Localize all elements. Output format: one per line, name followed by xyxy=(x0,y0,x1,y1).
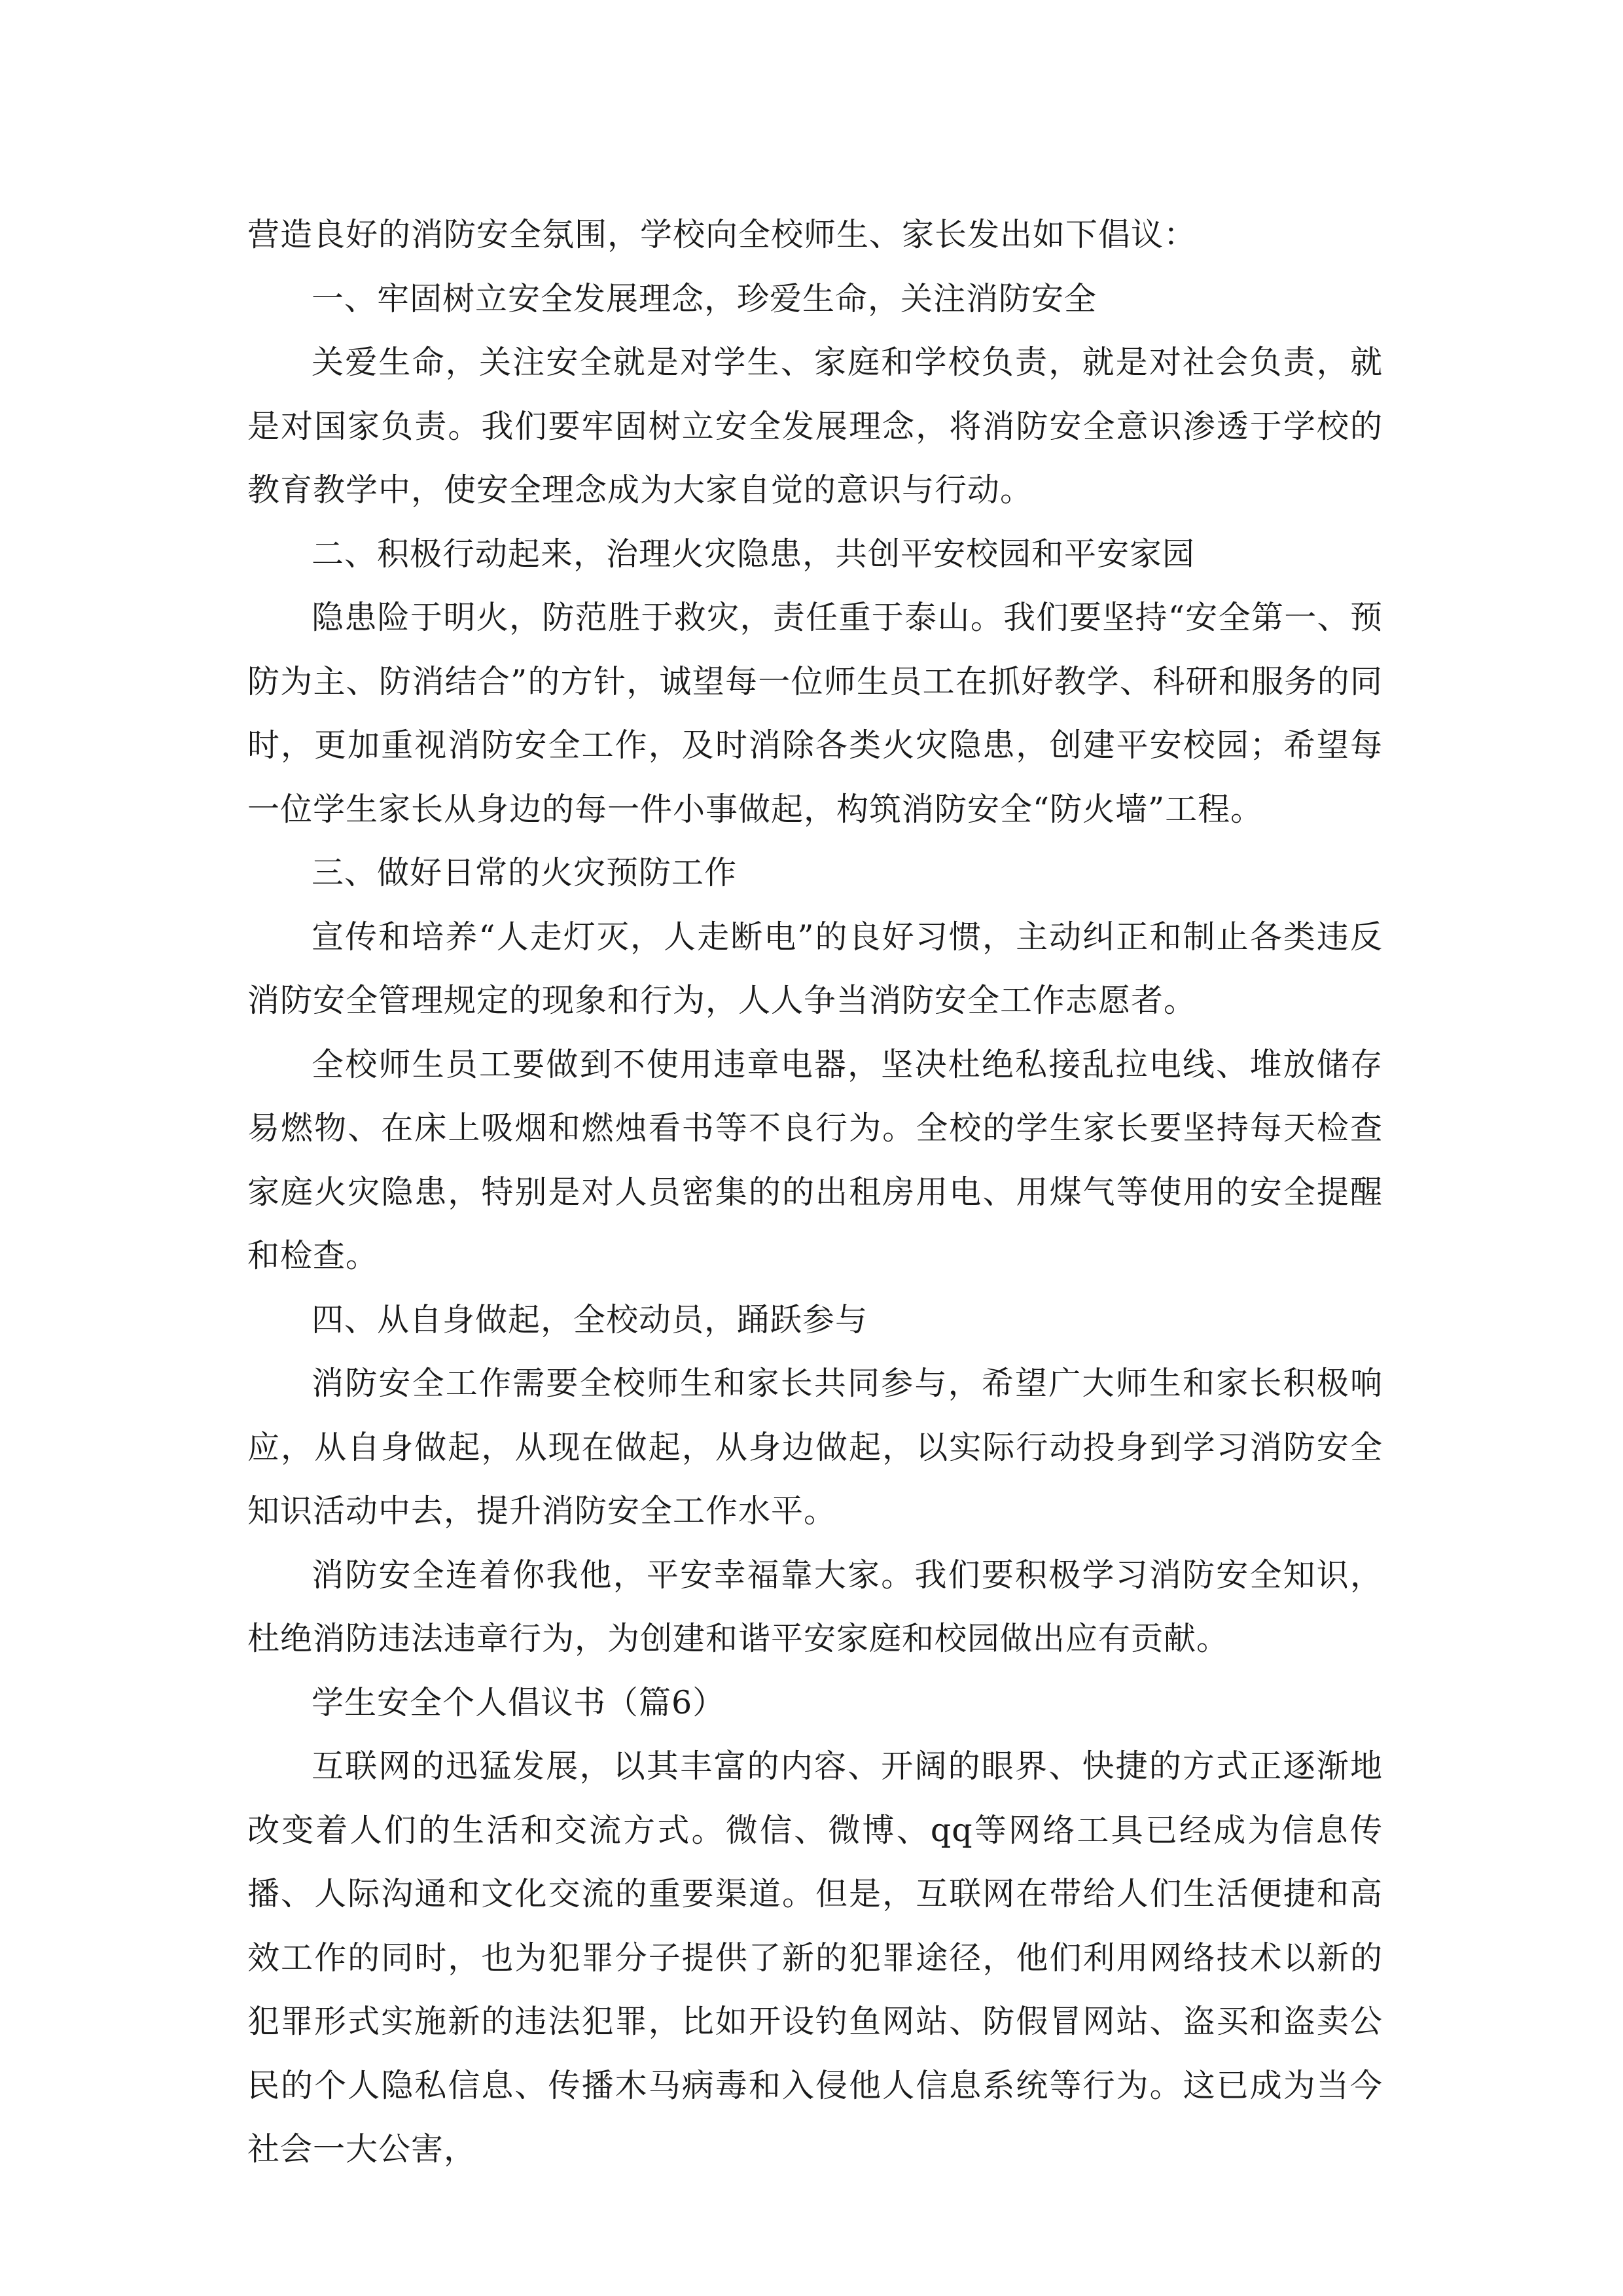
paragraph: 互联网的迅猛发展，以其丰富的内容、开阔的眼界、快捷的方式正逐渐地改变着人们的生活和交流方式。微信、微博、qq等网络工具已经成为信息传播、人际沟通和文化交流的重要渠道。但是，互联网在带给人们生活便捷和高效工作的同时，也为犯罪分子提供了新的犯罪途径，他们利用网络技术以新的犯罪形式实施新的违法犯罪，比如开设钓鱼网站、防假冒网站、盗买和盗卖公民的个人隐私信息、传播木马病毒和入侵他人信息系统等行为。这已成为当今社会一大公害， xyxy=(247,1748,1383,2168)
article-title: 学生安全个人倡议书（篇6） xyxy=(312,1683,726,1721)
section-heading-2: 二、积极行动起来，治理火灾隐患，共创平安校园和平安家园 xyxy=(312,535,1196,573)
paragraph: 消防安全工作需要全校师生和家长共同参与，希望广大师生和家长积极响应，从自身做起，从现在做起，从身边做起，以实际行动投身到学习消防安全知识活动中去，提升消防安全工作水平。 xyxy=(247,1365,1383,1530)
paragraph-intro: 营造良好的消防安全氛围，学校向全校师生、家长发出如下倡议： xyxy=(247,216,1197,253)
paragraph: 宣传和培养“人走灯灭，人走断电”的良好习惯，主动纠正和制止各类违反消防安全管理规定的现象和行为，人人争当消防安全工作志愿者。 xyxy=(247,918,1383,1019)
section-heading-1: 一、牢固树立安全发展理念，珍爱生命，关注消防安全 xyxy=(312,279,1097,317)
section-heading-3: 三、做好日常的火灾预防工作 xyxy=(312,854,738,891)
paragraph: 关爱生命，关注安全就是对学生、家庭和学校负责，就是对社会负责，就是对国家负责。我们要牢固树立安全发展理念，将消防安全意识渗透于学校的教育教学中，使安全理念成为大家自觉的意识与行动。 xyxy=(247,344,1383,509)
document-body xyxy=(247,203,1383,2181)
paragraph: 消防安全连着你我他，平安幸福靠大家。我们要积极学习消防安全知识，杜绝消防违法违章行为，为创建和谐平安家庭和校园做出应有贡献。 xyxy=(247,1556,1383,1657)
paragraph: 隐患险于明火，防范胜于救灾，责任重于泰山。我们要坚持“安全第一、预防为主、防消结合”的方针，诚望每一位师生员工在抓好教学、科研和服务的同时，更加重视消防安全工作，及时消除各类火灾隐患，创建平安校园；希望每一位学生家长从身边的每一件小事做起，构筑消防安全“防火墙”工程。 xyxy=(247,599,1383,828)
section-heading-4: 四、从自身做起，全校动员，踊跃参与 xyxy=(312,1300,868,1338)
paragraph: 全校师生员工要做到不使用违章电器，坚决杜绝私接乱拉电线、堆放储存易燃物、在床上吸烟和燃烛看书等不良行为。全校的学生家长要坚持每天检查家庭火灾隐患，特别是对人员密集的的出租房用电、用煤气等使用的安全提醒和检查。 xyxy=(247,1045,1383,1274)
